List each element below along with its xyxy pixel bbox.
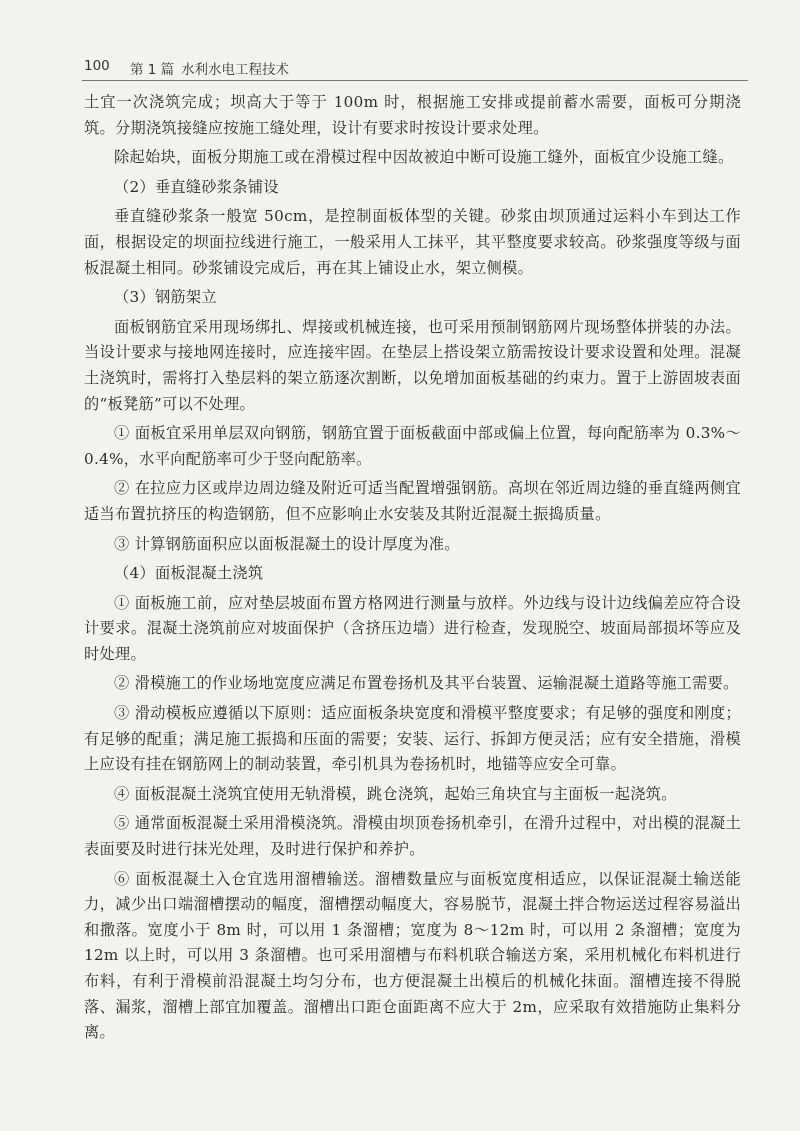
paragraph: 面板钢筋宜采用现场绑扎、焊接或机械连接，也可采用预制钢筋网片现场整体拼装的办法。当设计要求与接地网连接时，应连接牢固。在垫层上搭设架立筋需按设计要求设置和处理。混凝土浇筑时，需将打入垫层料的架立筋逐次割断，以免增加面板基础的约束力。置于上游固坡表面的“板凳筋”可以不处理。 <box>84 317 741 413</box>
running-header <box>84 55 744 81</box>
subheading: （2）垂直缝砂浆条铺设 <box>114 177 279 196</box>
list-item: ③ 计算钢筋面积应以面板混凝土的设计厚度为准。 <box>114 534 460 553</box>
header-rule <box>82 80 748 81</box>
part-label: 第 1 篇 <box>130 62 175 78</box>
body-text <box>84 90 741 1050</box>
subheading: （3）钢筋架立 <box>114 288 217 307</box>
subheading: （4）面板混凝土浇筑 <box>114 564 264 583</box>
page-number: 100 <box>84 58 110 74</box>
list-item: ⑤ 通常面板混凝土采用滑模浇筑。滑模由坝顶卷扬机牵引，在滑升过程中，对出模的混凝土表面要及时进行抹光处理，及时进行保护和养护。 <box>84 814 741 859</box>
list-item: ① 面板施工前，应对垫层坡面布置方格网进行测量与放样。外边线与设计边线偏差应符合设计要求。混凝土浇筑前应对坡面保护（含挤压边墙）进行检查，发现脱空、坡面局部损坏等应及时处理。 <box>84 593 741 663</box>
paragraph: 垂直缝砂浆条一般宽 50cm，是控制面板体型的关键。砂浆由坝顶通过运料小车到达工作面，根据设定的坝面拉线进行施工，一般采用人工抹平，其平整度要求较高。砂浆强度等级与面板混凝土相同。砂浆铺设完成后，再在其上铺设止水，架立侧模。 <box>84 207 741 277</box>
paragraph: 土宜一次浇筑完成；坝高大于等于 100m 时，根据施工安排或提前蓄水需要，面板可分期浇筑。分期浇筑接缝应按施工缝处理，设计有要求时按设计要求处理。 <box>84 93 741 137</box>
list-item: ② 在拉应力区或岸边周边缝及附近可适当配置增强钢筋。高坝在邻近周边缝的垂直缝两侧宜适当布置抗挤压的构造钢筋，但不应影响止水安装及其附近混凝土振捣质量。 <box>84 479 741 523</box>
list-item: ① 面板宜采用单层双向钢筋，钢筋宜置于面板截面中部或偏上位置，每向配筋率为 0.3%～0.4%，水平向配筋率可少于竖向配筋率。 <box>84 424 741 468</box>
list-item: ② 滑模施工的作业场地宽度应满足布置卷扬机及其平台装置、运输混凝土道路等施工需要。 <box>114 674 739 693</box>
list-item: ④ 面板混凝土浇筑宜使用无轨滑模，跳仓浇筑，起始三角块宜与主面板一起浇筑。 <box>114 784 677 803</box>
list-item: ③ 滑动模板应遵循以下原则：适应面板条块宽度和滑模平整度要求；有足够的强度和刚度；有足够的配重；满足施工振捣和压面的需要；安装、运行、拆卸方便灵活；应有安全措施，滑模上应设有挂在钢筋网上的制动装置，牵引机具为卷扬机时，地锚等应安全可靠。 <box>84 704 741 774</box>
section-title: 水利水电工程技术 <box>181 62 289 78</box>
paragraph: 除起始块，面板分期施工或在滑模过程中因故被迫中断可设施工缝外，面板宜少设施工缝。 <box>114 148 734 167</box>
list-item: ⑥ 面板混凝土入仓宜选用溜槽输送。溜槽数量应与面板宽度相适应，以保证混凝土输送能力，减少出口端溜槽摆动的幅度，溜槽摆动幅度大，容易脱节，混凝土拌合物运送过程容易溢出和撒落。宽度小于 8m 时，可以用 1 条溜槽；宽度为 8～12m 时，可以用 2 条溜槽；宽度为 12m 以上时，可以用 3 条溜槽。也可采用溜槽与布料机联合输送方案，采用机械化布料机进行布料，有利于滑模前沿混凝土均匀分布，也方便混凝土出模后的机械化抹面。溜槽连接不得脱落、漏浆，溜槽上部宜加覆盖。溜槽出口距仓面距离不应大于 2m，应采取有效措施防止集料分离。 <box>84 869 741 1042</box>
